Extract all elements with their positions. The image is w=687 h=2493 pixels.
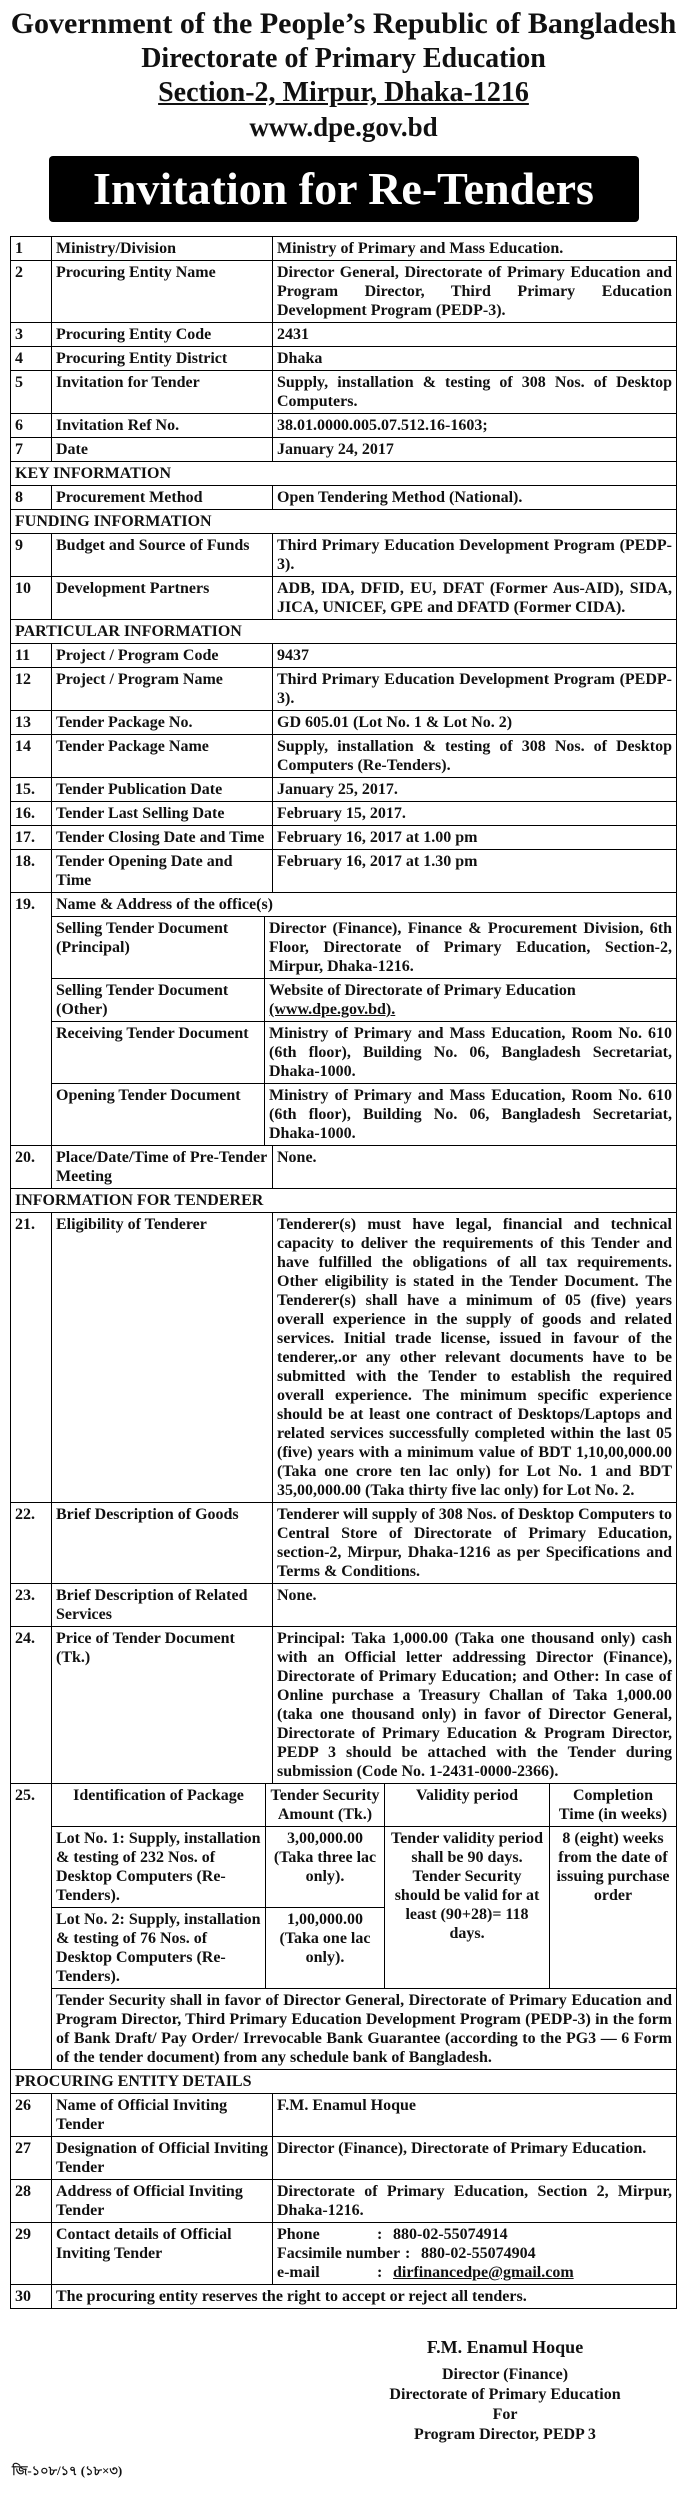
- row-number: 2: [11, 261, 52, 323]
- row-value: Open Tendering Method (National).: [273, 486, 677, 510]
- table-row: [11, 1503, 677, 1584]
- row-number: 3: [11, 323, 52, 347]
- section-funding-information: FUNDING INFORMATION: [11, 510, 677, 534]
- phone-value: 880-02-55074914: [393, 2226, 508, 2243]
- row-value: F.M. Enamul Hoque: [273, 2094, 677, 2137]
- row-label: Date: [52, 438, 273, 462]
- row-label: Tender Opening Date and Time: [52, 850, 273, 893]
- section-procuring-entity-details: PROCURING ENTITY DETAILS: [11, 2070, 677, 2094]
- row-label: Name of Official Inviting Tender: [52, 2094, 273, 2137]
- row-label: Project / Program Code: [52, 644, 273, 668]
- row-number: 22.: [11, 1503, 52, 1584]
- row-value: February 16, 2017 at 1.00 pm: [273, 826, 677, 850]
- row-value: Supply, installation & testing of 308 Nos. of Desktop Computers (Re-Tenders).: [273, 735, 677, 778]
- row-number: 5: [11, 371, 52, 414]
- row-number: 17.: [11, 826, 52, 850]
- row-number: 6: [11, 414, 52, 438]
- section-particular-information: PARTICULAR INFORMATION: [11, 620, 677, 644]
- row-value: GD 605.01 (Lot No. 1 & Lot No. 2): [273, 711, 677, 735]
- row-value: Third Primary Education Development Program (PEDP-3).: [273, 668, 677, 711]
- table-row: [11, 778, 677, 802]
- validity-header: Validity period: [385, 1784, 550, 1827]
- row-value: Tenderer(s) must have legal, financial and technical capacity to deliver the requirements of this Tender and have fulfilled the obligations of all tax requirements. Other eligibility is stated in the Tender Document. The Tenderer(s) shall have a minimum of 05 (five) years overall experience in the supply of goods and related services. Initial trade license, issued in favour of the tenderer,.or any other relevant documents have to be submitted with the Tender to establish the required overall experience. The minimum specific experience should be at least one contract of Desktops/Laptops and related services successfully completed within the last 05 (five) years with a minimum value of BDT 1,10,00,000.00 (Taka one crore ten lac only) for Lot No. 1 and BDT 35,00,000.00 (Taka thirty five lac only) for Lot No. 2.: [273, 1213, 677, 1503]
- row-number: 9: [11, 534, 52, 577]
- email-label: e-mail: [277, 2264, 320, 2281]
- lot-1-security: 3,00,000.00 (Taka three lac only).: [266, 1827, 385, 1908]
- row-value: The procuring entity reserves the right to accept or reject all tenders.: [52, 2285, 677, 2309]
- package-header: Identification of Package: [52, 1784, 266, 1827]
- row-number: 19.: [11, 893, 52, 1146]
- table-row: [11, 2285, 677, 2309]
- row-value: Director (Finance), Directorate of Primary Education.: [273, 2137, 677, 2180]
- row-label: Brief Description of Goods: [52, 1503, 273, 1584]
- table-row: [11, 735, 677, 778]
- row-label: Tender Package Name: [52, 735, 273, 778]
- table-row: [11, 2180, 677, 2223]
- section-row: [11, 620, 677, 644]
- row-value: None.: [273, 1584, 677, 1627]
- signature-block: [340, 2337, 670, 2445]
- row-label: Brief Description of Related Services: [52, 1584, 273, 1627]
- row-value: Supply, installation & testing of 308 Nos. of Desktop Computers.: [273, 371, 677, 414]
- row-number: 7: [11, 438, 52, 462]
- fax-label: Facsimile number: [277, 2245, 401, 2262]
- row-value: ADB, IDA, DFID, EU, DFAT (Former Aus-AID), SIDA, JICA, UNICEF, GPE and DFATD (Former CIDA).: [273, 577, 677, 620]
- table-row: [11, 711, 677, 735]
- header-government: Government of the People’s Republic of Bangladesh: [10, 7, 677, 40]
- row-number: 14: [11, 735, 52, 778]
- row-number: 24.: [11, 1627, 52, 1784]
- fax-value: 880-02-55074904: [421, 2245, 536, 2262]
- table-row: [11, 1146, 677, 1189]
- row-number: 10: [11, 577, 52, 620]
- header-address: Section-2, Mirpur, Dhaka-1216: [158, 77, 529, 108]
- table-row: [11, 1627, 677, 1784]
- row-label: Procuring Entity Name: [52, 261, 273, 323]
- office-label: Selling Tender Document (Principal): [52, 917, 265, 979]
- row-value: Principal: Taka 1,000.00 (Taka one thousand only) cash with an Official letter addressing Director (Finance), Directorate of Primary Education; and Other: In case of Online purchase a Treasury Challan of Taka 1,000.00 (taka one thousand only) in favor of Director General, Directorate of Primary Education & Program Director, PEDP 3 should be attached with the Tender during submission (Code No. 1-2431-0000-2366).: [273, 1627, 677, 1784]
- row-number: 4: [11, 347, 52, 371]
- table-row: [11, 2094, 677, 2137]
- table-row: [11, 323, 677, 347]
- security-header: Tender Security Amount (Tk.): [266, 1784, 385, 1827]
- row-number: 11: [11, 644, 52, 668]
- row-number: 20.: [11, 1146, 52, 1189]
- row-label: Development Partners: [52, 577, 273, 620]
- row-value: Director General, Directorate of Primary Education and Program Director, Third Primary Education Development Program (PEDP-3).: [273, 261, 677, 323]
- section-row: [11, 462, 677, 486]
- row-value: January 25, 2017.: [273, 778, 677, 802]
- row-number: 16.: [11, 802, 52, 826]
- office-value: Ministry of Primary and Mass Education, Room No. 610 (6th floor), Building No. 06, Bangladesh Secretariat, Dhaka-1000.: [265, 1084, 677, 1146]
- row-label: Place/Date/Time of Pre-Tender Meeting: [52, 1146, 273, 1189]
- row-number: 29: [11, 2223, 52, 2285]
- row-label: Procuring Entity Code: [52, 323, 273, 347]
- row-number: 8: [11, 486, 52, 510]
- row-number: 23.: [11, 1584, 52, 1627]
- row-label: Designation of Official Inviting Tender: [52, 2137, 273, 2180]
- section-row: [11, 510, 677, 534]
- section-row: [11, 1189, 677, 1213]
- row-value: Ministry of Primary and Mass Education.: [273, 237, 677, 261]
- table-row: [11, 414, 677, 438]
- dpe-website-link[interactable]: (www.dpe.gov.bd).: [269, 1001, 396, 1018]
- lot-2-package: Lot No. 2: Supply, installation & testing of 76 Nos. of Desktop Computers (Re-Tenders).: [52, 1908, 266, 1989]
- security-note: Tender Security shall in favor of Director General, Directorate of Primary Education and Program Director, Third Primary Education Development Program (PEDP-3) in the form of Bank Draft/ Pay Order/ Irrevocable Bank Guarantee (according to the PG3 — 6 Form of the tender document) from any schedule bank of Bangladesh.: [52, 1989, 676, 2070]
- print-code: জি-১০৮/১৭ (১৮×৩): [12, 2463, 123, 2478]
- row-label: Address of Official Inviting Tender: [52, 2180, 273, 2223]
- row-label: Invitation for Tender: [52, 371, 273, 414]
- row-value: Dhaka: [273, 347, 677, 371]
- office-value: Director (Finance), Finance & Procurement Division, 6th Floor, Directorate of Primary Education, Section-2, Mirpur, Dhaka-1216.: [265, 917, 677, 979]
- table-row: [11, 1584, 677, 1627]
- section-row: [11, 2070, 677, 2094]
- table-row: [11, 668, 677, 711]
- signatory-for: For: [492, 2406, 518, 2423]
- row-number: 18.: [11, 850, 52, 893]
- row-value: February 16, 2017 at 1.30 pm: [273, 850, 677, 893]
- row-number: 25.: [11, 1784, 52, 2070]
- signatory-title: Director (Finance): [441, 2366, 569, 2383]
- validity-period: Tender validity period shall be 90 days. Tender Security should be valid for at least (90+28)= 118 days.: [385, 1827, 550, 1989]
- table-row: [11, 438, 677, 462]
- office-label: Receiving Tender Document: [52, 1022, 265, 1084]
- table-row: [11, 261, 677, 323]
- row-number: 28: [11, 2180, 52, 2223]
- office-value: Website of Directorate of Primary Education: [269, 982, 576, 999]
- row-label: Project / Program Name: [52, 668, 273, 711]
- row-label: Budget and Source of Funds: [52, 534, 273, 577]
- section-information-for-tenderer: INFORMATION FOR TENDERER: [11, 1189, 677, 1213]
- table-row: [11, 371, 677, 414]
- table-row: [11, 802, 677, 826]
- row-label: Eligibility of Tenderer: [52, 1213, 273, 1503]
- header: [10, 0, 677, 144]
- table-row: [11, 534, 677, 577]
- row-number: 21.: [11, 1213, 52, 1503]
- offices-cell: [52, 893, 677, 1146]
- row-value: January 24, 2017: [273, 438, 677, 462]
- office-label: Selling Tender Document (Other): [52, 979, 265, 1022]
- row-number: 13: [11, 711, 52, 735]
- contact-details: Phone : 880-02-55074914 Facsimile number : 880-02-55074904 e-mail : dirfinancedpe@gmail.com: [273, 2223, 677, 2285]
- package-table: [52, 1784, 676, 2069]
- table-row: [11, 826, 677, 850]
- offices-table: [52, 893, 676, 1145]
- table-row: [11, 1784, 677, 2070]
- office-value-other: [265, 979, 677, 1022]
- offices-title: Name & Address of the office(s): [52, 893, 676, 917]
- signatory-office: Directorate of Primary Education: [389, 2386, 621, 2403]
- table-row: [11, 850, 677, 893]
- row-value: Directorate of Primary Education, Section 2, Mirpur, Dhaka-1216.: [273, 2180, 677, 2223]
- row-value: Third Primary Education Development Program (PEDP-3).: [273, 534, 677, 577]
- page-title: Invitation for Re-Tenders: [49, 156, 639, 222]
- row-label: Procurement Method: [52, 486, 273, 510]
- row-value: February 15, 2017.: [273, 802, 677, 826]
- row-number: 26: [11, 2094, 52, 2137]
- table-row: [11, 577, 677, 620]
- table-row: [11, 486, 677, 510]
- row-label: Tender Last Selling Date: [52, 802, 273, 826]
- table-row: [11, 893, 677, 1146]
- row-number: 1: [11, 237, 52, 261]
- tender-table: [10, 236, 677, 2309]
- signatory-name: F.M. Enamul Hoque: [426, 2337, 584, 2357]
- row-number: 12: [11, 668, 52, 711]
- row-label: Price of Tender Document (Tk.): [52, 1627, 273, 1784]
- row-value: None.: [273, 1146, 677, 1189]
- completion-header: Completion Time (in weeks): [550, 1784, 677, 1827]
- row-number: 27: [11, 2137, 52, 2180]
- table-row: [11, 1213, 677, 1503]
- row-label: Tender Publication Date: [52, 778, 273, 802]
- row-label: Invitation Ref No.: [52, 414, 273, 438]
- lot-2-security: 1,00,000.00 (Taka one lac only).: [266, 1908, 385, 1989]
- table-row: [11, 644, 677, 668]
- completion-time: 8 (eight) weeks from the date of issuing purchase order: [550, 1827, 677, 1989]
- row-value: 38.01.0000.005.07.512.16-1603;: [273, 414, 677, 438]
- row-label: Contact details of Official Inviting Tender: [52, 2223, 273, 2285]
- row-value: 2431: [273, 323, 677, 347]
- header-directorate: Directorate of Primary Education: [141, 43, 546, 74]
- office-value: Ministry of Primary and Mass Education, Room No. 610 (6th floor), Building No. 06, Bangladesh Secretariat, Dhaka-1000.: [265, 1022, 677, 1084]
- section-key-information: KEY INFORMATION: [11, 462, 677, 486]
- signatory-program: Program Director, PEDP 3: [414, 2426, 596, 2443]
- row-label: Tender Package No.: [52, 711, 273, 735]
- header-website: www.dpe.gov.bd: [249, 112, 438, 142]
- table-row: [11, 237, 677, 261]
- row-label: Ministry/Division: [52, 237, 273, 261]
- lot-1-package: Lot No. 1: Supply, installation & testing of 232 Nos. of Desktop Computers (Re-Tenders).: [52, 1827, 266, 1908]
- package-cell: [52, 1784, 677, 2070]
- row-number: 30: [11, 2285, 52, 2309]
- row-number: 15.: [11, 778, 52, 802]
- row-label: Procuring Entity District: [52, 347, 273, 371]
- table-row: [11, 347, 677, 371]
- row-label: Tender Closing Date and Time: [52, 826, 273, 850]
- email-link[interactable]: dirfinancedpe@gmail.com: [393, 2264, 574, 2281]
- table-row: [11, 2223, 677, 2285]
- phone-label: Phone: [277, 2226, 320, 2243]
- row-value: 9437: [273, 644, 677, 668]
- table-row: [11, 2137, 677, 2180]
- office-label: Opening Tender Document: [52, 1084, 265, 1146]
- row-value: Tenderer will supply of 308 Nos. of Desktop Computers to Central Store of Directorate of Primary Education, section-2, Mirpur, Dhaka-1216 as per Specifications and Terms & Conditions.: [273, 1503, 677, 1584]
